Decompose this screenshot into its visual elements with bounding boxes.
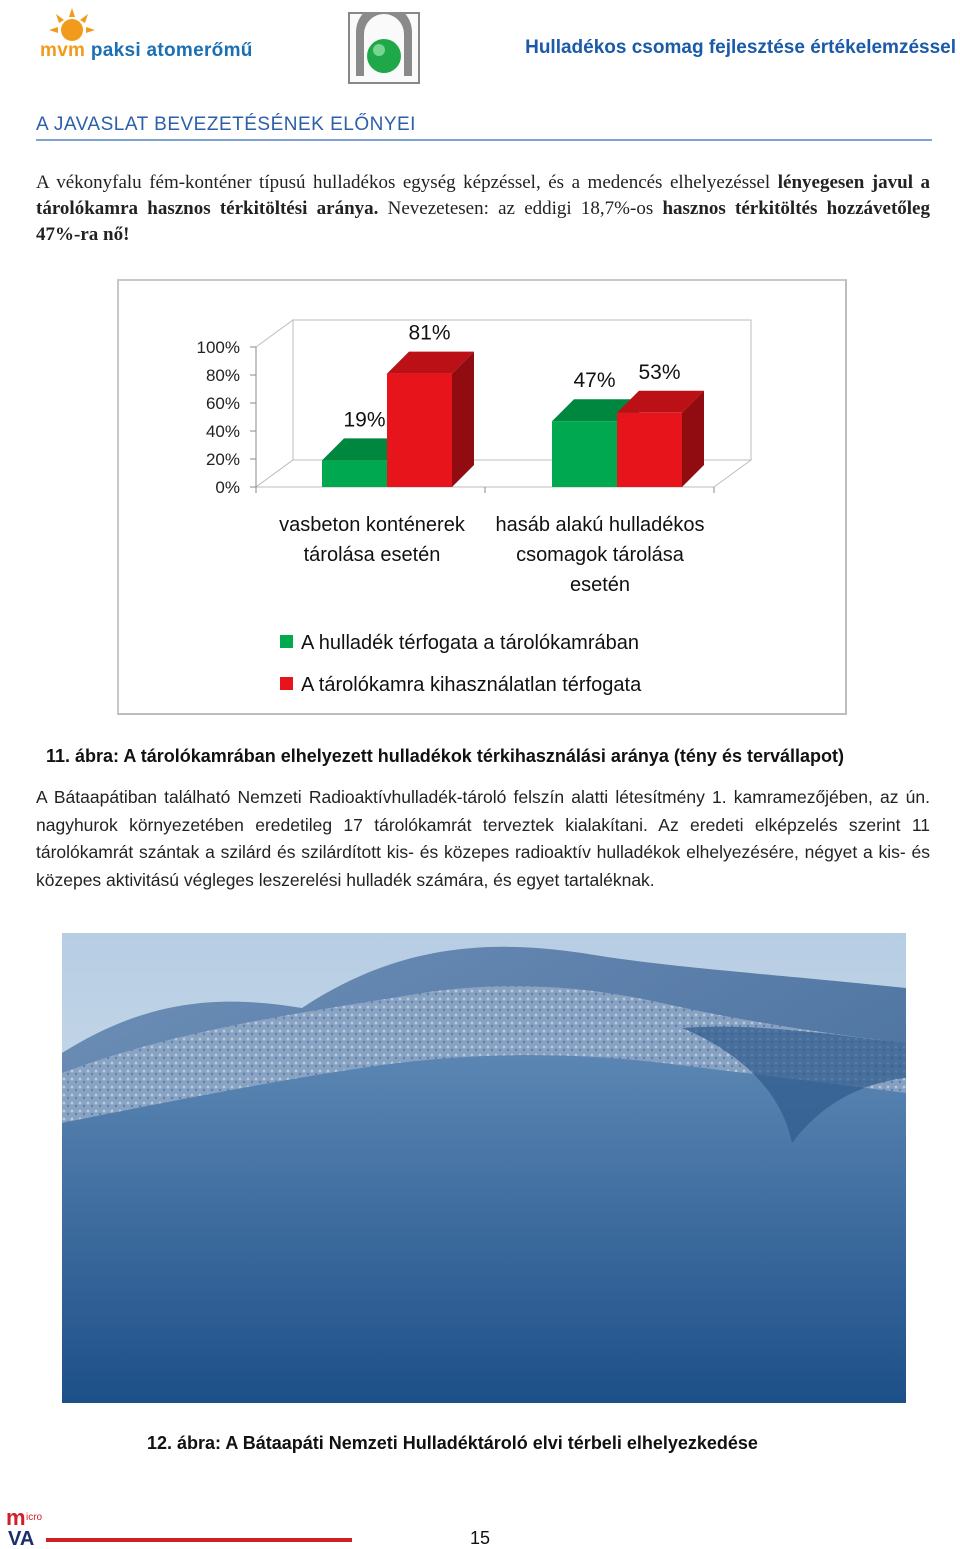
chart-side-wall <box>256 320 293 487</box>
figure-11-caption: 11. ábra: A tárolókamrában elhelyezett hulladékok térkihasználási aránya (tény és tervállapot) <box>46 746 844 766</box>
section-heading: A JAVASLAT BEVEZETÉSÉNEK ELŐNYEI <box>36 114 416 135</box>
bar <box>322 460 387 487</box>
y-tick-label: 20% <box>205 450 240 469</box>
y-tick-label: 0% <box>215 478 240 497</box>
tunnels-network-visible <box>62 933 906 1403</box>
legend-item-red: A tárolókamra kihasználatlan térfogata <box>280 674 641 697</box>
page-number: 15 <box>470 1528 491 1548</box>
footer-logo-text: icro <box>26 1512 43 1523</box>
section-divider <box>36 139 932 141</box>
footer-divider <box>46 1538 352 1542</box>
y-tick-label: 60% <box>205 394 240 413</box>
bar-side <box>452 352 474 487</box>
legend-item-green: A hulladék térfogata a tárolókamrában <box>280 632 639 655</box>
bar <box>617 413 682 487</box>
document-title: Hulladékos csomag fejlesztése értékelemzéssel <box>525 37 956 58</box>
intro-paragraph: A vékonyfalu fém-konténer típusú hulladékos egység képzéssel, és a medencés elhelyezéssel lényegesen javul a tárolókamra hasznos térkitöltési aránya. Nevezetesen: az eddigi 18,7%-os hasznos térkitöltés hozzávetőleg 47%-ra nő! <box>36 172 930 245</box>
x-category-label-1: vasbeton konténerek tárolása esetén <box>279 514 465 566</box>
data-label: 53% <box>638 360 681 384</box>
bar <box>552 421 617 487</box>
emblem-logo-icon <box>348 12 420 84</box>
bar <box>387 374 452 487</box>
body-paragraph: A Bátaapátiban található Nemzeti Radioaktívhulladék-tároló felszín alatti létesítmény 1. kamramezőjében, az ún. nagyhurok környezetében eredetileg 17 tárolókamrát terveztek kialakítani. Az eredeti elképzelés szerint 11 tárolókamrát szántak a szilárd és szilárdított kis- és közepes radioaktív hulladékok elhelyezésére, négyet a kis- és közepes aktivitású végleges leszerelési hulladék számára, és egyet tartaléknak. <box>36 787 930 890</box>
data-label: 47% <box>573 369 616 393</box>
data-label: 81% <box>408 321 451 345</box>
svg-text:m: m <box>6 1505 26 1530</box>
company-logo-text: mvm paksi atomerőmű <box>40 40 253 61</box>
figure-12-caption: 12. ábra: A Bátaapáti Nemzeti Hulladéktároló elvi térbeli elhelyezkedése <box>147 1433 758 1453</box>
svg-text:VA: VA <box>8 1528 35 1547</box>
y-tick-label: 80% <box>205 366 240 385</box>
legend-swatch-green <box>280 635 293 648</box>
x-category-label-2: hasáb alakú hulladékos csomagok tárolása esetén <box>495 514 705 596</box>
legend-swatch-red <box>280 677 293 690</box>
data-label: 19% <box>343 408 386 432</box>
y-tick-label: 100% <box>196 338 240 357</box>
y-tick-label: 40% <box>205 422 240 441</box>
micro-va-logo-icon <box>6 1503 50 1547</box>
